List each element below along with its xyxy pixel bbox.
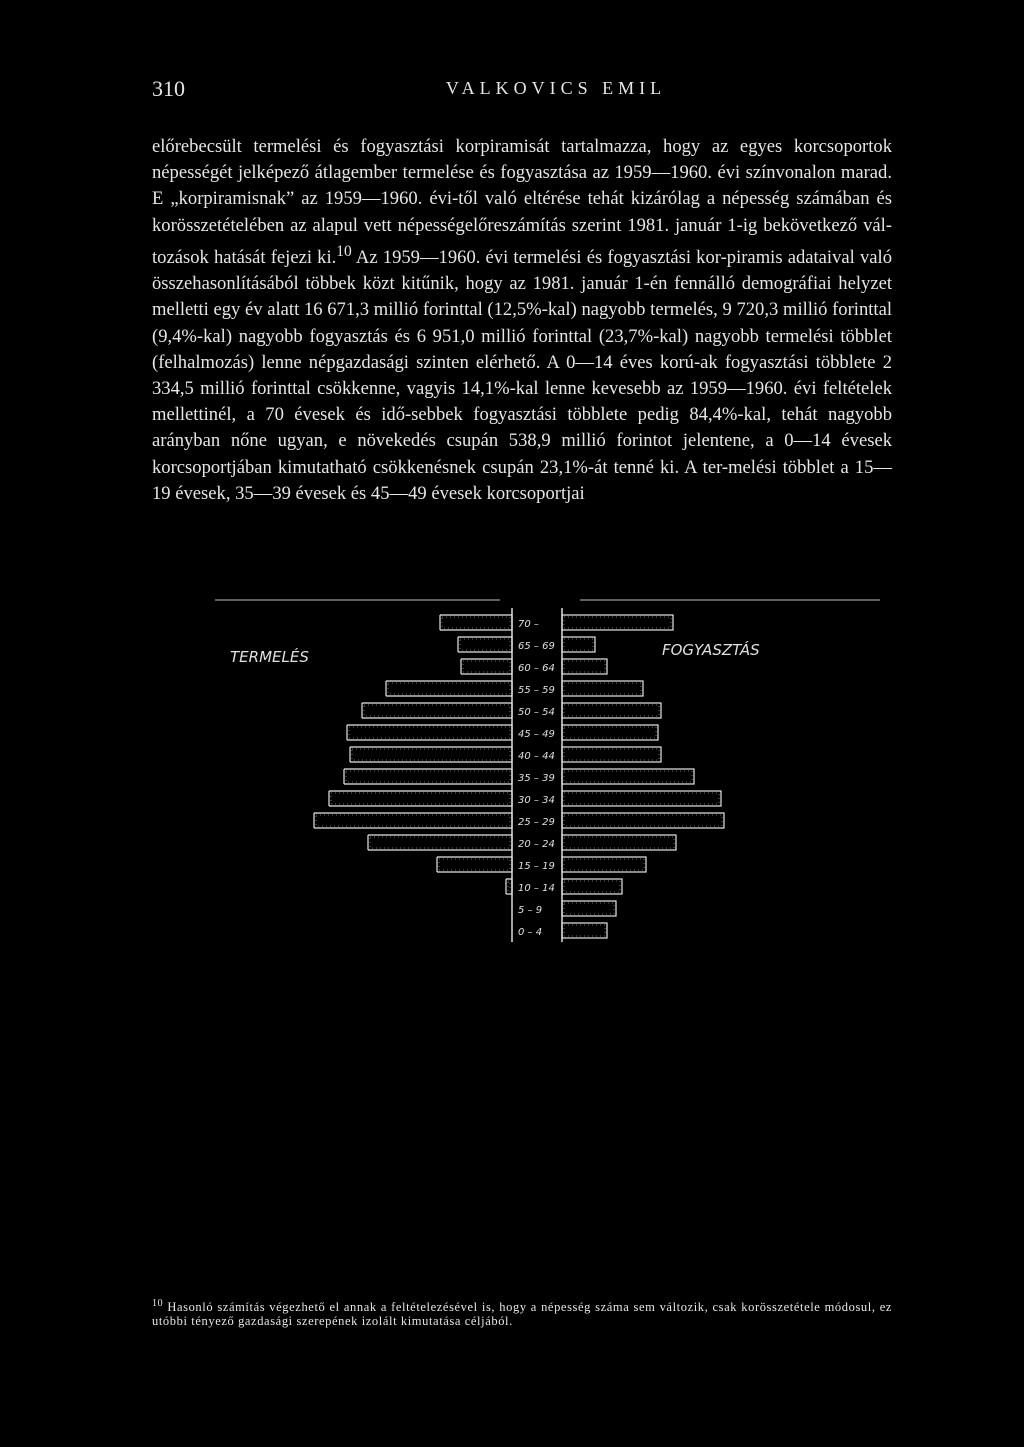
page-header <box>138 76 884 106</box>
production-bar-fill <box>439 859 510 870</box>
consumption-bar <box>562 791 721 806</box>
age-group-label: 70 – <box>518 619 539 630</box>
consumption-bar <box>562 637 595 652</box>
age-group-label: 25 – 29 <box>518 817 555 828</box>
age-group-label: 20 – 24 <box>518 839 555 850</box>
production-consumption-pyramid <box>200 590 900 1010</box>
consumption-bar-fill <box>564 771 692 782</box>
consumption-bar-fill <box>564 727 656 738</box>
production-label: TERMELÉS <box>230 648 309 666</box>
age-group-label: 10 – 14 <box>518 883 555 894</box>
consumption-bar-fill <box>564 749 659 760</box>
production-bar-fill <box>388 683 510 694</box>
pyramid-svg <box>200 590 900 1010</box>
running-head: VALKOVICS EMIL <box>445 78 667 98</box>
consumption-bar-fill <box>564 793 719 804</box>
production-bar-fill <box>346 771 510 782</box>
page-number: 310 <box>152 76 185 101</box>
footnote-text: Hasonló számítás végezhető el annak a feltételezésével is, hogy a népesség száma sem változik, csak korösszetétele módosul, ez utóbbi tényező gazdasági szerepének izolált kimutatása céljából. <box>152 1300 892 1329</box>
age-group-label: 60 – 64 <box>518 663 555 674</box>
consumption-bar-fill <box>564 859 644 870</box>
body-text <box>152 134 892 507</box>
age-group-label: 30 – 34 <box>518 795 555 806</box>
production-bar-fill <box>349 727 510 738</box>
production-bar-fill <box>460 639 510 650</box>
consumption-bar-fill <box>564 837 674 848</box>
age-group-label: 0 – 4 <box>518 927 543 938</box>
consumption-bar-fill <box>564 881 620 892</box>
production-bar-fill <box>364 705 510 716</box>
consumption-bar-fill <box>564 639 593 650</box>
age-group-label: 65 – 69 <box>518 641 555 652</box>
production-bar-fill <box>463 661 510 672</box>
production-bar <box>329 791 512 806</box>
age-group-label: 45 – 49 <box>518 729 555 740</box>
consumption-bar <box>562 681 643 696</box>
footnote <box>152 1297 892 1328</box>
production-bar-fill <box>370 837 510 848</box>
body-paragraph-part-2: Az 1959—1960. évi termelési és fogyasztási kor-piramis adataival való összehasonlításából többek közt kitűnik, hogy az 1981. január 1-én fennálló demográfiai helyzet melletti egy év alatt 16 671,3 millió forinttal (12,5%-kal) nagyobb termelés, 9 720,3 millió forinttal (9,4%-kal) nagyobb fogyasztás és 6 951,0 millió forinttal (23,7%-kal) nagyobb termelési többlet (felhalmozás) lenne népgazdasági szinten elérhető. A 0—14 éves korú-ak fogyasztási többlete 2 334,5 millió forinttal csökkenne, vagyis 14,1%-kal lenne kevesebb az 1959—1960. évi feltételek mellettinél, a 70 évesek és idő-sebbek fogyasztási többlete pedig 84,4%-kal, tehát nagyobb arányban nőne ugyan, e növekedés csupán 538,9 millió forintot jelentene, a 0—14 évesek korcsoportjában kimutatható csökkenésnek csupán 23,1%-át tenné ki. A ter-melési többlet a 15—19 évesek, 35—39 évesek és 45—49 évesek korcsoportjai <box>152 247 892 504</box>
age-group-label: 55 – 59 <box>518 685 555 696</box>
footnote-number: 10 <box>152 1298 164 1309</box>
production-bar <box>437 857 512 872</box>
consumption-bar-fill <box>564 903 614 914</box>
consumption-label: FOGYASZTÁS <box>662 641 760 659</box>
body-paragraph-part-1: előrebecsült termelési és fogyasztási korpiramisát tartalmazza, hogy az egyes korcsoportok népességét jelképező átlagember termelése és fogyasztása az 1959—1960. évi színvonalon marad. E „korpiramisnak” az 1959—1960. évi-től való eltérése tehát kizárólag a népesség számában és korösszetételében az alapul vett népességelőreszámítás szerint 1981. január 1-ig bekövetkező vál-tozások hatását fejezi ki. <box>152 136 892 268</box>
production-bar-fill <box>352 749 510 760</box>
production-bar <box>461 659 512 674</box>
production-bar-fill <box>442 617 510 628</box>
age-group-label: 40 – 44 <box>518 751 555 762</box>
consumption-bar-fill <box>564 705 659 716</box>
body-paragraph <box>152 134 892 507</box>
consumption-bar-fill <box>564 661 605 672</box>
consumption-bar-fill <box>564 683 641 694</box>
age-group-label: 15 – 19 <box>518 861 555 872</box>
age-group-label: 50 – 54 <box>518 707 555 718</box>
consumption-bar-fill <box>564 925 605 936</box>
age-group-label: 35 – 39 <box>518 773 555 784</box>
footnote-reference: 10 <box>336 242 352 260</box>
consumption-bar-fill <box>564 617 671 628</box>
consumption-bar-fill <box>564 815 722 826</box>
age-group-label: 5 – 9 <box>518 905 543 916</box>
production-bar-fill <box>508 881 510 892</box>
production-bar-fill <box>331 793 510 804</box>
pyramid-bars <box>215 600 880 942</box>
production-bar-fill <box>316 815 510 826</box>
